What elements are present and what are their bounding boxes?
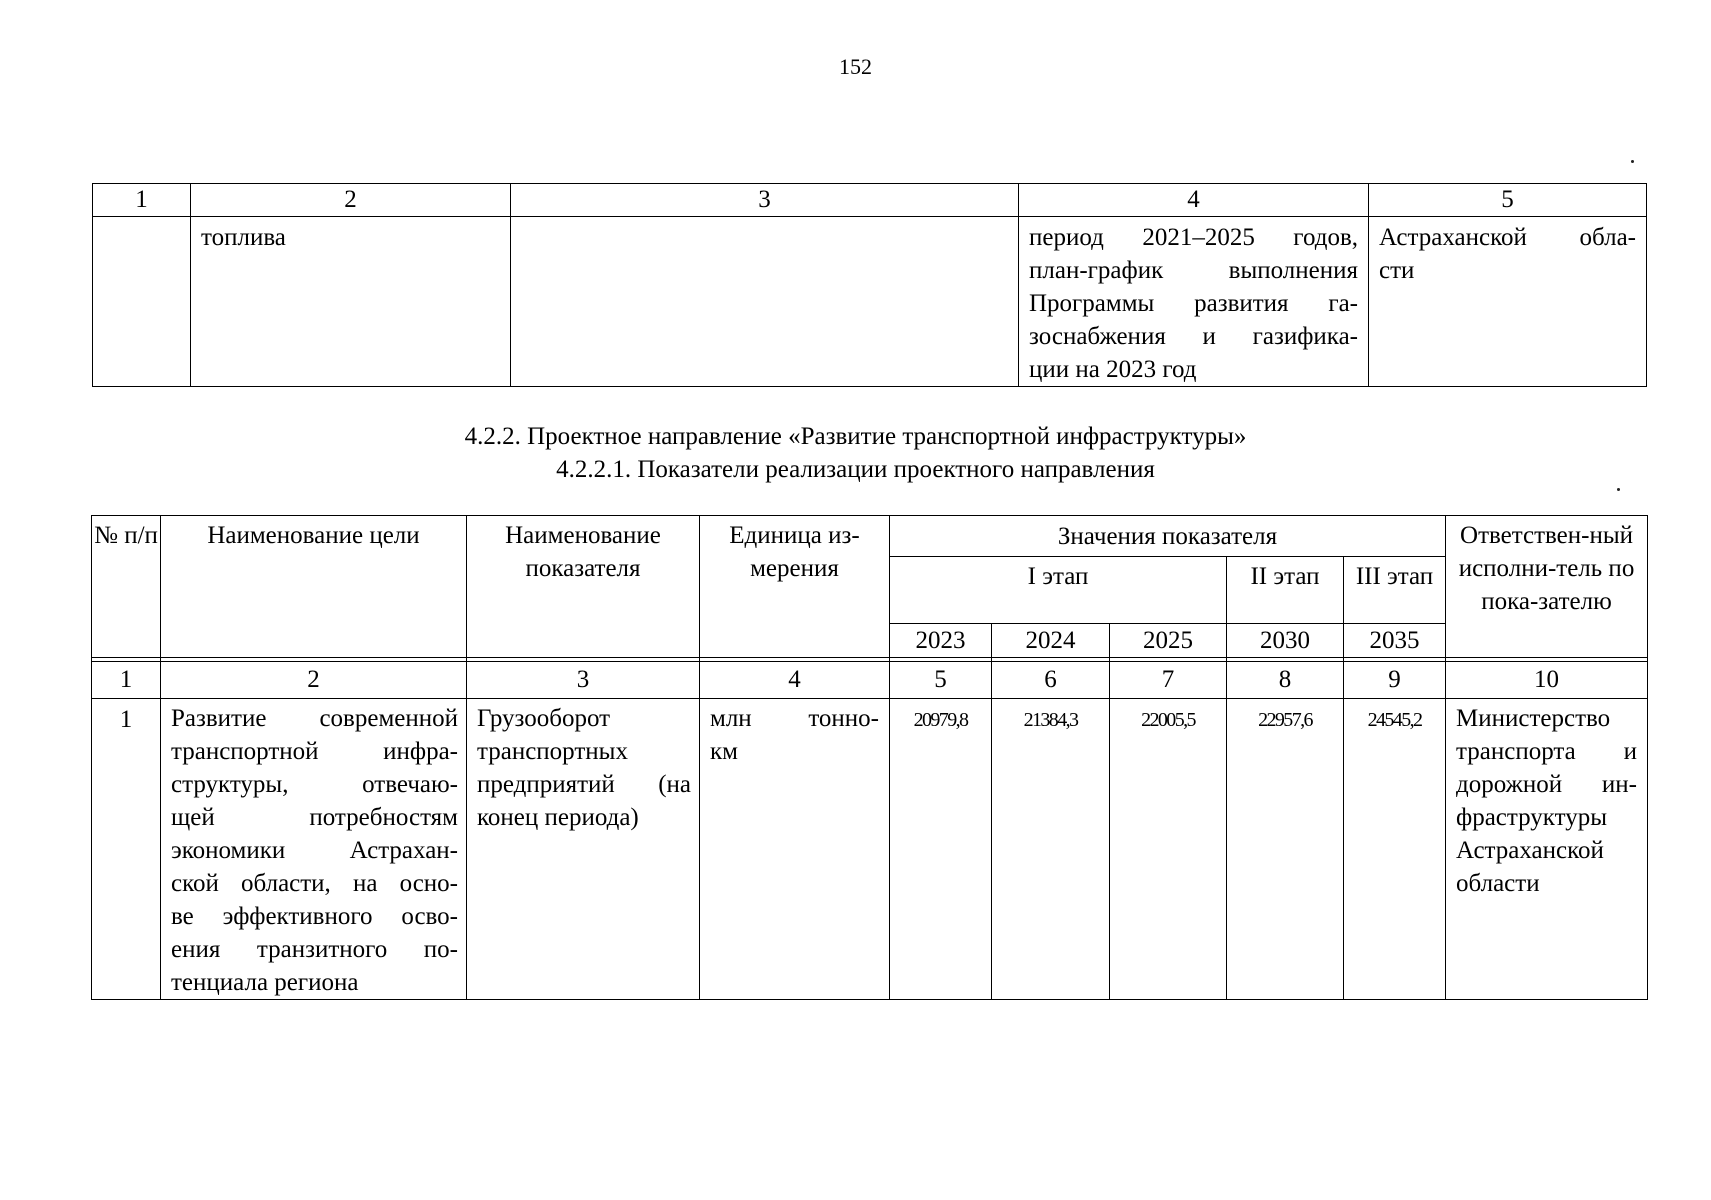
section-heading: 4.2.2. Проектное направление «Развитие транспортной инфраструктуры»	[464, 423, 1247, 450]
column-number-row	[93, 184, 1647, 217]
text-line: ве эффективного осво-	[171, 903, 458, 930]
column-number: 4	[700, 662, 890, 699]
scan-speck	[1631, 160, 1634, 163]
text-line: Развитие современной	[171, 705, 458, 732]
header-year: 2023	[890, 624, 992, 658]
goal-cell	[161, 699, 467, 1000]
table-row	[93, 217, 1647, 387]
header-stage-3: III этап	[1344, 557, 1446, 624]
text-line: щей потребностям	[171, 804, 458, 831]
text-line: Грузооборот	[477, 705, 611, 732]
text-line: Министерство	[1456, 705, 1611, 732]
column-number: 1	[92, 662, 161, 699]
column-number: 3	[511, 184, 1019, 217]
table-row	[92, 699, 1648, 1000]
column-number: 6	[992, 662, 1110, 699]
value-cell-2025: 22005,5	[1110, 699, 1227, 1000]
text-line: Астраханской	[1456, 837, 1604, 864]
column-number: 9	[1344, 662, 1446, 699]
text-line: км	[710, 738, 738, 765]
header-responsible: Ответствен-ный исполни-тель по пока-зателю	[1446, 516, 1648, 658]
text-line: дорожной ин-	[1456, 771, 1638, 798]
header-num: № п/п	[92, 516, 161, 658]
header-year: 2025	[1110, 624, 1227, 658]
column-number: 4	[1019, 184, 1369, 217]
responsible-cell	[1446, 699, 1648, 1000]
value-cell-2024: 21384,3	[992, 699, 1110, 1000]
cell-empty	[511, 217, 1019, 387]
text-line: предприятий (на	[477, 771, 691, 798]
indicator-cell	[467, 699, 700, 1000]
header-values: Значения показателя	[890, 516, 1446, 557]
cell-text	[1369, 217, 1647, 387]
header-stage-2: II этап	[1227, 557, 1344, 624]
value-cell-2035: 24545,2	[1344, 699, 1446, 1000]
header-year: 2035	[1344, 624, 1446, 658]
page-number: 152	[839, 54, 872, 79]
header-goal: Наименование цели	[161, 516, 467, 658]
unit-cell	[700, 699, 890, 1000]
column-number: 8	[1227, 662, 1344, 699]
column-number: 3	[467, 662, 700, 699]
text-line: Астраханской обла-	[1379, 224, 1636, 251]
header-stage-1: I этап	[890, 557, 1227, 624]
column-number: 2	[191, 184, 511, 217]
text-line: экономики Астрахан-	[171, 837, 458, 864]
header-year: 2030	[1227, 624, 1344, 658]
text-line: план-график выполнения	[1029, 257, 1358, 284]
indicators-table	[91, 515, 1648, 1000]
text-line: ения транзитного по-	[171, 936, 458, 963]
text-line: конец периода)	[477, 804, 639, 831]
cell-text: топлива	[191, 217, 511, 387]
text-line: тенциала региона	[171, 969, 359, 996]
text-line: области	[1456, 870, 1540, 897]
header-indicator: Наименование показателя	[467, 516, 700, 658]
subsection-heading: 4.2.2.1. Показатели реализации проектного направления	[556, 456, 1155, 483]
column-number: 10	[1446, 662, 1648, 699]
value-cell-2030: 22957,6	[1227, 699, 1344, 1000]
cell-empty	[93, 217, 191, 387]
column-number: 1	[93, 184, 191, 217]
text-line: ции на 2023 год	[1029, 356, 1197, 383]
text-line: сти	[1379, 257, 1415, 284]
text-line: зоснабжения и газифика-	[1029, 323, 1358, 350]
text-line: транспортных	[477, 738, 628, 765]
text-line: Программы развития га-	[1029, 290, 1358, 317]
text-line: период 2021–2025 годов,	[1029, 224, 1358, 251]
column-number-row	[92, 662, 1648, 699]
text-line: ской области, на осно-	[171, 870, 458, 897]
text-line: фраструктуры	[1456, 804, 1608, 831]
cell-text	[1019, 217, 1369, 387]
continuation-table	[92, 183, 1647, 387]
row-number: 1	[92, 699, 161, 1000]
header-year: 2024	[992, 624, 1110, 658]
text-line: структуры, отвечаю-	[171, 771, 458, 798]
column-number: 5	[1369, 184, 1647, 217]
column-number: 2	[161, 662, 467, 699]
column-number: 5	[890, 662, 992, 699]
header-unit: Единица из-мерения	[700, 516, 890, 658]
text-line: млн тонно-	[710, 705, 879, 732]
text-line: транспортной инфра-	[171, 738, 458, 765]
scan-speck	[1617, 488, 1620, 491]
value-cell-2023: 20979,8	[890, 699, 992, 1000]
text-line: транспорта и	[1456, 738, 1638, 765]
column-number: 7	[1110, 662, 1227, 699]
